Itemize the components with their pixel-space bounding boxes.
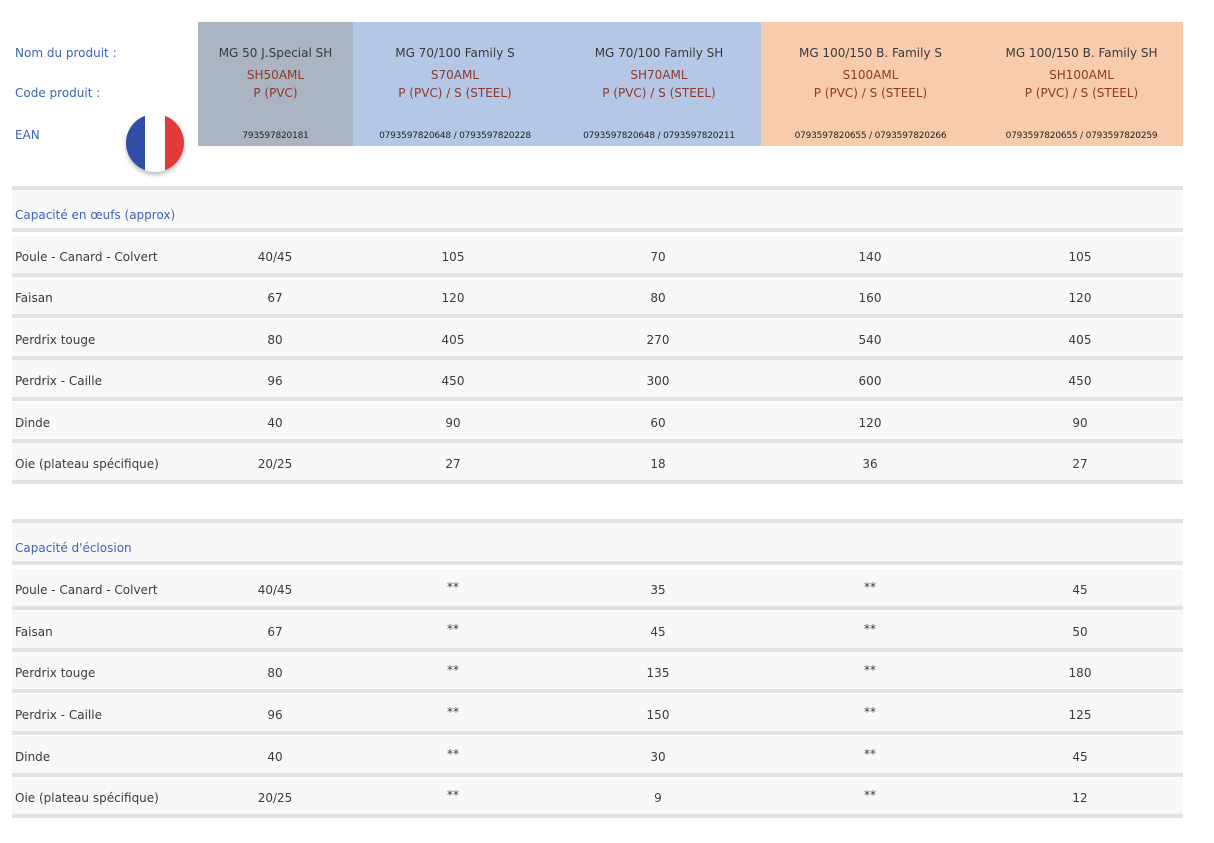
product-ean: 0793597820655 / 0793597820259 [1005,131,1158,141]
table-cell: 67 [267,625,283,639]
table-cell: 9 [654,791,662,805]
table-cell: ** [447,580,459,594]
row-label: Dinde [15,416,51,430]
table-cell: 27 [1072,457,1088,471]
product-column [198,22,353,146]
product-material: P (PVC) / S (STEEL) [602,86,716,100]
table-cell: 120 [441,291,465,305]
table-cell: 45 [1072,750,1088,764]
table-cell: ** [864,705,876,719]
table-cell: 105 [1068,250,1092,264]
table-cell: 120 [1068,291,1092,305]
table-cell: 27 [445,457,461,471]
table-row [12,360,1183,401]
table-cell: 80 [267,333,283,347]
row-label: Perdrix touge [15,333,96,347]
france-flag-icon [126,114,184,172]
table-cell: 300 [646,374,670,388]
table-cell: ** [447,663,459,677]
table-cell: ** [447,788,459,802]
table-cell: 36 [862,457,878,471]
table-cell: 96 [267,708,283,722]
table-cell: 40/45 [257,583,293,597]
product-code: SH50AML [246,68,305,82]
flag-stripe [165,114,184,172]
table-cell: 67 [267,291,283,305]
product-code: SH100AML [1049,68,1114,82]
product-name-label: Nom du produit : [15,46,117,60]
table-cell: 600 [858,374,882,388]
table-cell: ** [447,747,459,761]
ean-label: EAN [15,128,40,142]
table-cell: ** [864,622,876,636]
row-label: Faisan [15,625,53,639]
product-name: MG 70/100 Family S [395,46,515,60]
product-column [557,22,761,146]
product-code-label: Code produit : [15,86,101,100]
table-row [12,402,1183,443]
row-label: Perdrix touge [15,666,96,680]
table-cell: 270 [646,333,670,347]
table-cell: 12 [1072,791,1088,805]
header-labels [15,0,198,180]
table-cell: 70 [650,250,666,264]
table-cell: ** [864,788,876,802]
row-label: Faisan [15,291,53,305]
table-cell: 80 [267,666,283,680]
table-cell: 30 [650,750,666,764]
table-row [12,652,1183,693]
table-cell: 20/25 [257,457,293,471]
table-cell: 90 [445,416,461,430]
table-cell: 45 [650,625,666,639]
table-cell: 450 [1068,374,1092,388]
table-cell: 40 [267,750,283,764]
section-header [12,519,1183,565]
table-row [12,777,1183,818]
table-cell: 18 [650,457,666,471]
product-code: S70AML [430,68,480,82]
table-cell: 60 [650,416,666,430]
table-cell: 180 [1068,666,1092,680]
section-title: Capacité d'éclosion [15,541,132,555]
table-row [12,736,1183,777]
table-cell: 405 [441,333,465,347]
table-cell: 35 [650,583,666,597]
table-cell: 40/45 [257,250,293,264]
row-label: Oie (plateau spécifique) [15,457,159,471]
table-cell: 105 [441,250,465,264]
row-label: Dinde [15,750,51,764]
table-cell: 405 [1068,333,1092,347]
table-cell: 450 [441,374,465,388]
product-name: MG 100/150 B. Family S [798,46,943,60]
table-cell: 45 [1072,583,1088,597]
product-ean: 0793597820648 / 0793597820211 [583,131,735,141]
product-column [353,22,557,146]
row-label: Poule - Canard - Colvert [15,583,158,597]
table-cell: ** [864,663,876,677]
product-ean: 0793597820655 / 0793597820266 [794,131,947,141]
row-label: Poule - Canard - Colvert [15,250,158,264]
table-cell: ** [447,705,459,719]
product-name: MG 70/100 Family SH [594,46,724,60]
table-cell: 80 [650,291,666,305]
product-material: P (PVC) / S (STEEL) [398,86,512,100]
table-cell: 120 [858,416,882,430]
product-name: MG 50 J.Special SH [218,46,333,60]
table-cell: 90 [1072,416,1088,430]
flag-stripe [145,114,164,172]
table-cell: 135 [646,666,670,680]
table-cell: 125 [1068,708,1092,722]
product-column [980,22,1183,146]
row-label: Perdrix - Caille [15,374,102,388]
table-row [12,277,1183,318]
table-row [12,319,1183,360]
product-column [761,22,980,146]
table-cell: 50 [1072,625,1088,639]
table-cell: 96 [267,374,283,388]
table-row [12,443,1183,484]
table-row [12,611,1183,652]
table-cell: 140 [858,250,882,264]
row-label: Oie (plateau spécifique) [15,791,159,805]
product-name: MG 100/150 B. Family SH [1005,46,1158,60]
table-cell: 20/25 [257,791,293,805]
product-material: P (PVC) [253,86,298,100]
table-cell: 540 [858,333,882,347]
table-cell: 40 [267,416,283,430]
section-header [12,186,1183,232]
table-cell: ** [864,747,876,761]
product-code: SH70AML [630,68,688,82]
table-cell: 150 [646,708,670,722]
table-cell: 160 [858,291,882,305]
section-title: Capacité en œufs (approx) [15,208,176,222]
product-code: S100AML [842,68,899,82]
product-material: P (PVC) / S (STEEL) [1024,86,1139,100]
table-row [12,694,1183,735]
product-ean: 793597820181 [242,131,309,141]
table-row [12,569,1183,610]
flag-stripe [126,114,145,172]
table-cell: ** [447,622,459,636]
row-label: Perdrix - Caille [15,708,102,722]
table-row [12,236,1183,277]
product-material: P (PVC) / S (STEEL) [813,86,928,100]
table-cell: ** [864,580,876,594]
product-ean: 0793597820648 / 0793597820228 [379,131,531,141]
